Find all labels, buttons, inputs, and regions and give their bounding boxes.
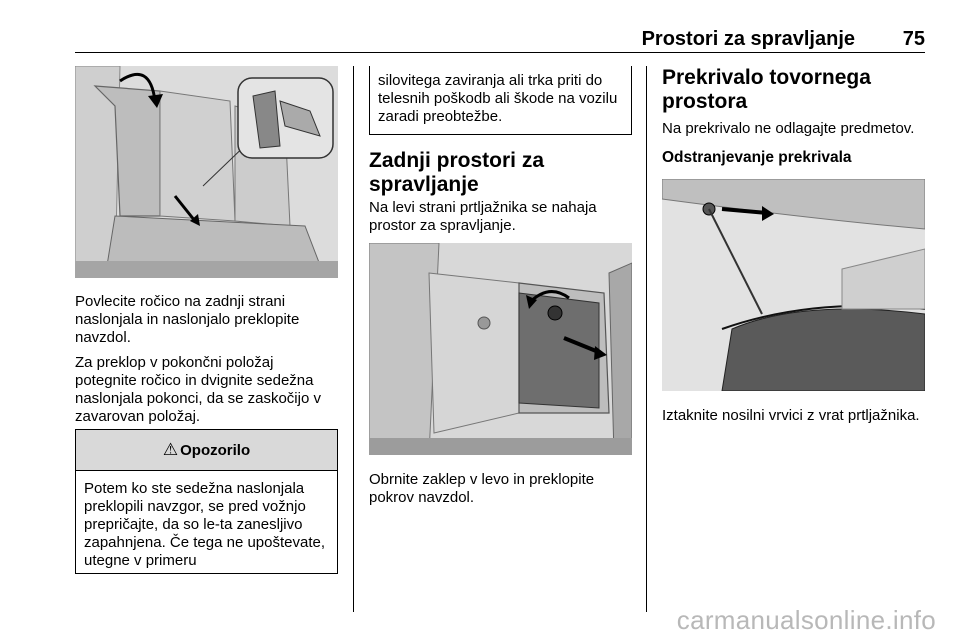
warning-triangle-icon: ⚠ <box>162 440 179 459</box>
instruction-paragraph: Povlecite ročico na zadnji strani naslonjala in naslonjalo preklopite navzdol. <box>75 293 300 346</box>
column-left <box>75 66 338 569</box>
section-intro: Na prekrivalo ne odlagajte predmetov. <box>662 120 915 137</box>
column-divider <box>646 66 647 612</box>
page-number: 75 <box>902 28 925 50</box>
storage-compartment-illustration <box>369 243 632 455</box>
warning-text: Potem ko ste sedežna naslonjala preklopili navzgor, se pred vožnjo prepričajte, da so le-ta zanesljivo zapahnjena. Če tega ne upoštevate, utegne v primeru <box>84 480 326 569</box>
section-intro: Na levi strani prtljažnika se nahaja prostor za spravljanje. <box>369 199 597 234</box>
warning-continuation-box <box>369 66 632 135</box>
page-header <box>75 22 925 53</box>
figure-caption: Obrnite zaklep v levo in preklopite pokrov navzdol. <box>369 471 595 506</box>
cargo-cover-illustration <box>662 179 925 391</box>
watermark: carmanualsonline.info <box>676 605 936 635</box>
warning-title: Opozorilo <box>180 441 251 459</box>
warning-continuation-text: silovitega zaviranja ali trka priti do telesnih poškodb ali škode na vozilu zaradi preobtežbe. <box>378 72 618 125</box>
rear-seat-fold-illustration <box>75 66 338 278</box>
instruction-paragraph: Za preklop v pokončni položaj potegnite ročico in dvignite sedežna naslonjala pokonci, da se zaskočijo v zavarovan položaj. <box>75 354 321 425</box>
subsection-heading: Odstranjevanje prekrivala <box>662 149 852 166</box>
section-heading: Zadnji prostori za spravljanje <box>369 149 545 196</box>
section-heading: Prekrivalo tovornega prostora <box>662 66 871 113</box>
figure-caption: Iztaknite nosilni vrvici z vrat prtljažnika. <box>662 407 920 424</box>
column-divider <box>353 66 354 612</box>
column-right <box>662 66 925 425</box>
warning-box <box>75 429 338 574</box>
page-title: Prostori za spravljanje <box>641 28 855 50</box>
warning-header <box>76 429 337 471</box>
